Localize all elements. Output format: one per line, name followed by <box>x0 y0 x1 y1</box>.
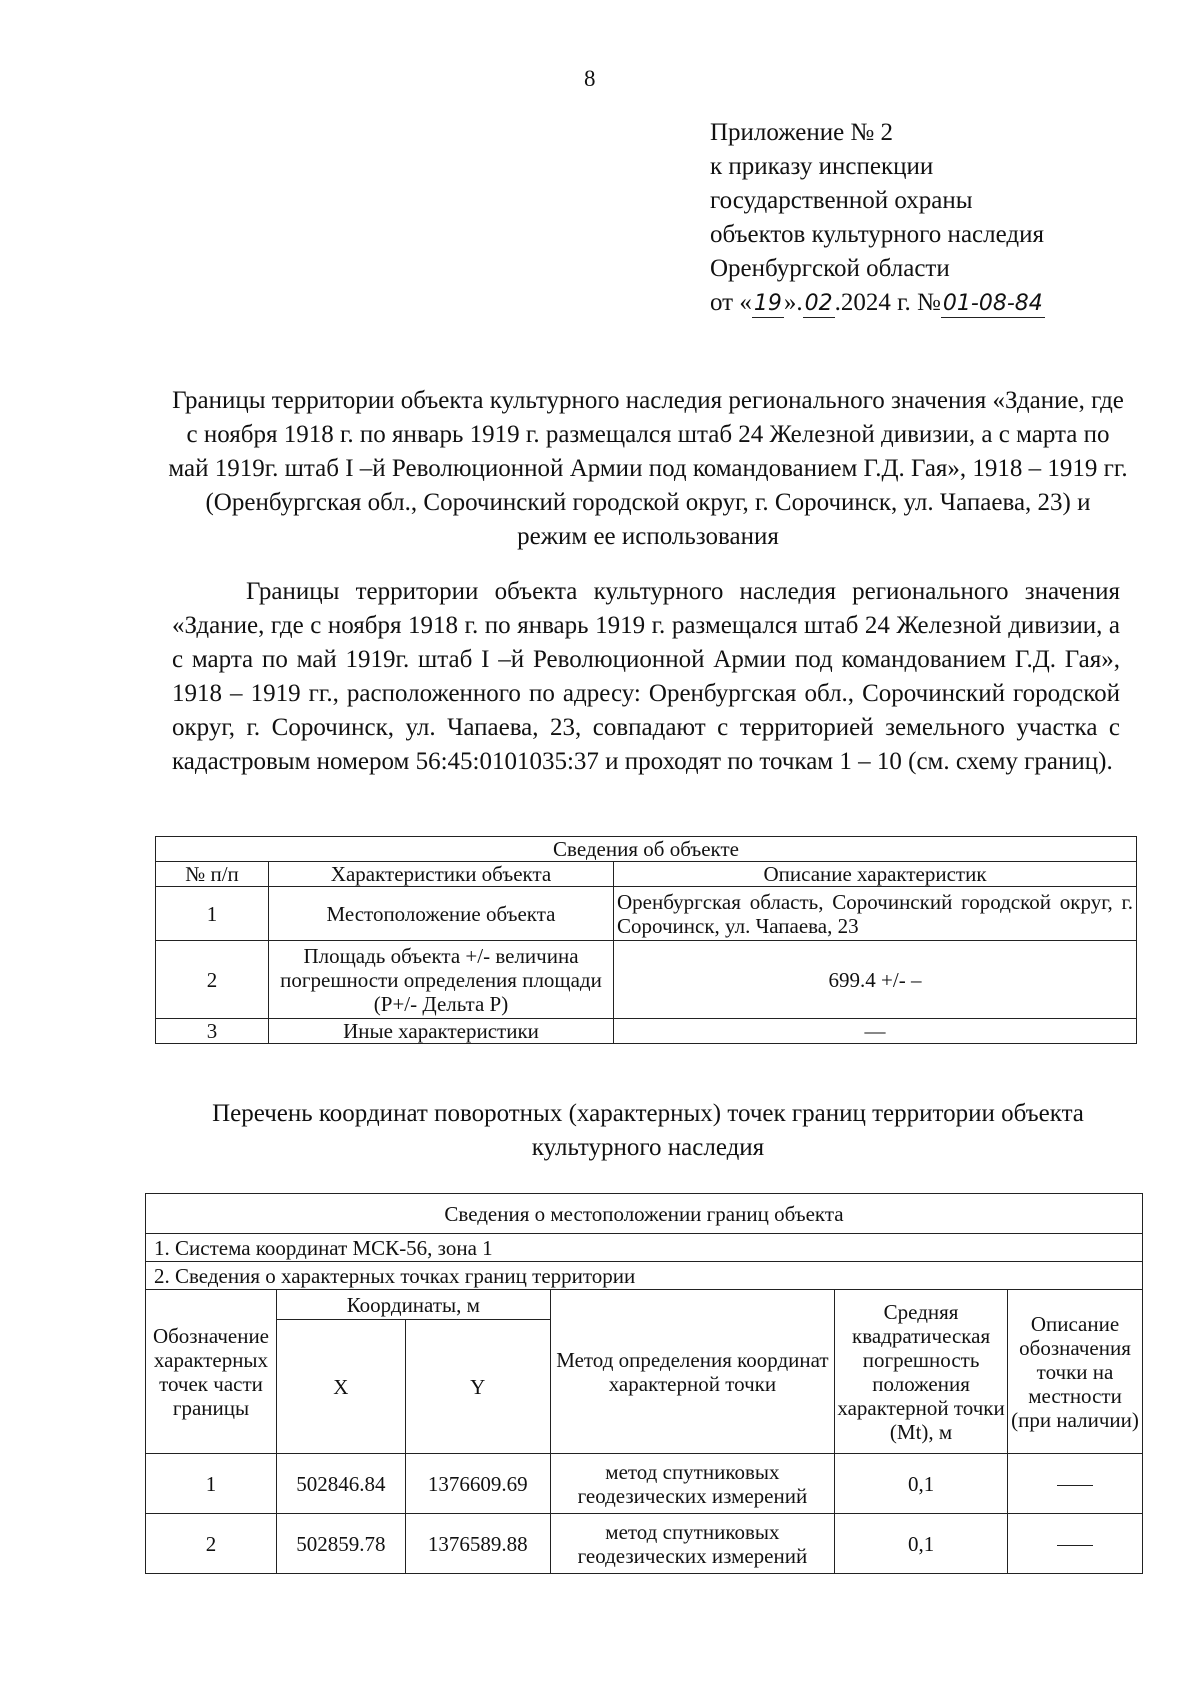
y-header: Y <box>405 1320 550 1454</box>
description-value <box>1008 1454 1143 1514</box>
description-value <box>1008 1514 1143 1574</box>
column-header: Описание характеристик <box>614 862 1137 887</box>
row-number: 3 <box>156 1019 269 1044</box>
method-value: метод спутниковых геодезических измерений <box>550 1454 834 1514</box>
x-header: X <box>276 1320 405 1454</box>
handwritten-month: 02 <box>804 291 833 316</box>
row-number: 2 <box>156 941 269 1019</box>
characteristic-value: — <box>614 1019 1137 1044</box>
appendix-date-line <box>710 286 1045 320</box>
point-number: 1 <box>146 1454 277 1514</box>
appendix-title: Приложение № 2 <box>710 119 894 146</box>
error-value: 0,1 <box>835 1454 1008 1514</box>
characteristic-value: 699.4 +/- – <box>614 941 1137 1019</box>
characteristic-name: Иные характеристики <box>269 1019 614 1044</box>
y-value: 1376589.88 <box>405 1514 550 1574</box>
method-header: Метод определения координат характерной точки <box>550 1290 834 1454</box>
error-value: 0,1 <box>835 1514 1008 1574</box>
row-number: 1 <box>156 887 269 941</box>
characteristic-name: Местоположение объекта <box>269 887 614 941</box>
coordinates-header: Координаты, м <box>276 1290 550 1320</box>
appendix-block <box>710 116 1045 320</box>
error-header: Средняя квадратическая погрешность положения характерной точки (Mt), м <box>835 1290 1008 1454</box>
coordinates-table <box>145 1193 1143 1574</box>
table-title: Сведения о местоположении границ объекта <box>146 1194 1143 1234</box>
column-header: Характеристики объекта <box>269 862 614 887</box>
y-value: 1376609.69 <box>405 1454 550 1514</box>
x-value: 502859.78 <box>276 1514 405 1574</box>
appendix-line: объектов культурного наследия <box>710 221 1044 248</box>
coordinate-system: 1. Система координат МСК-56, зона 1 <box>146 1234 1143 1262</box>
coordinates-list-title: Перечень координат поворотных (характерных) точек границ территории объекта культурного наследия <box>212 1100 1084 1161</box>
appendix-line: государственной охраны <box>710 187 973 214</box>
appendix-line: к приказу инспекции <box>710 153 934 180</box>
date-mid: ». <box>783 289 803 316</box>
handwritten-order-number: 01-08-84 <box>942 291 1043 316</box>
body-paragraph: Границы территории объекта культурного наследия регионального значения «Здание, где с ноября 1918 г. по январь 1919 г. размещался штаб 24 Железной дивизии, а с марта по май 1919г. штаб I –й Революционной Армии под командованием Г.Д. Гая», 1918 – 1919 гг., расположенного по адресу: Оренбургская обл., Сорочинский городской округ, г. Сорочинск, ул. Чапаева, 23, совпадают с территорией земельного участка с кадастровым номером 56:45:0101035:37 и проходят по точкам 1 – 10 (см. схему границ). <box>172 578 1120 775</box>
dash-mark <box>1057 1485 1093 1486</box>
object-info-table <box>155 836 1137 1044</box>
appendix-line: Оренбургской области <box>710 255 950 282</box>
date-prefix: от « <box>710 289 752 316</box>
characteristic-value: Оренбургская область, Сорочинский городской округ, г. Сорочинск, ул. Чапаева, 23 <box>614 887 1137 941</box>
dash-mark <box>1057 1545 1093 1546</box>
point-number: 2 <box>146 1514 277 1574</box>
date-year: .2024 г. № <box>834 289 941 316</box>
method-value: метод спутниковых геодезических измерений <box>550 1514 834 1574</box>
page-number: 8 <box>584 66 596 91</box>
document-heading: Границы территории объекта культурного наследия регионального значения «Здание, где с ноября 1918 г. по январь 1919 г. размещался штаб 24 Железной дивизии, а с марта по май 1919г. штаб I –й Революционной Армии под командованием Г.Д. Гая», 1918 – 1919 гг. (Оренбургская обл., Сорочинский городской округ, г. Сорочинск, ул. Чапаева, 23) и режим ее использования <box>168 387 1128 550</box>
characteristic-name: Площадь объекта +/- величина погрешности определения площади (P+/- Дельта P) <box>269 941 614 1019</box>
designation-header: Обозначение характерных точек части границы <box>146 1290 277 1454</box>
points-section-title: 2. Сведения о характерных точках границ территории <box>146 1262 1143 1290</box>
x-value: 502846.84 <box>276 1454 405 1514</box>
description-header: Описание обозначения точки на местности (при наличии) <box>1008 1290 1143 1454</box>
handwritten-day: 19 <box>753 291 782 316</box>
table-title: Сведения об объекте <box>156 837 1137 862</box>
column-header: № п/п <box>156 862 269 887</box>
